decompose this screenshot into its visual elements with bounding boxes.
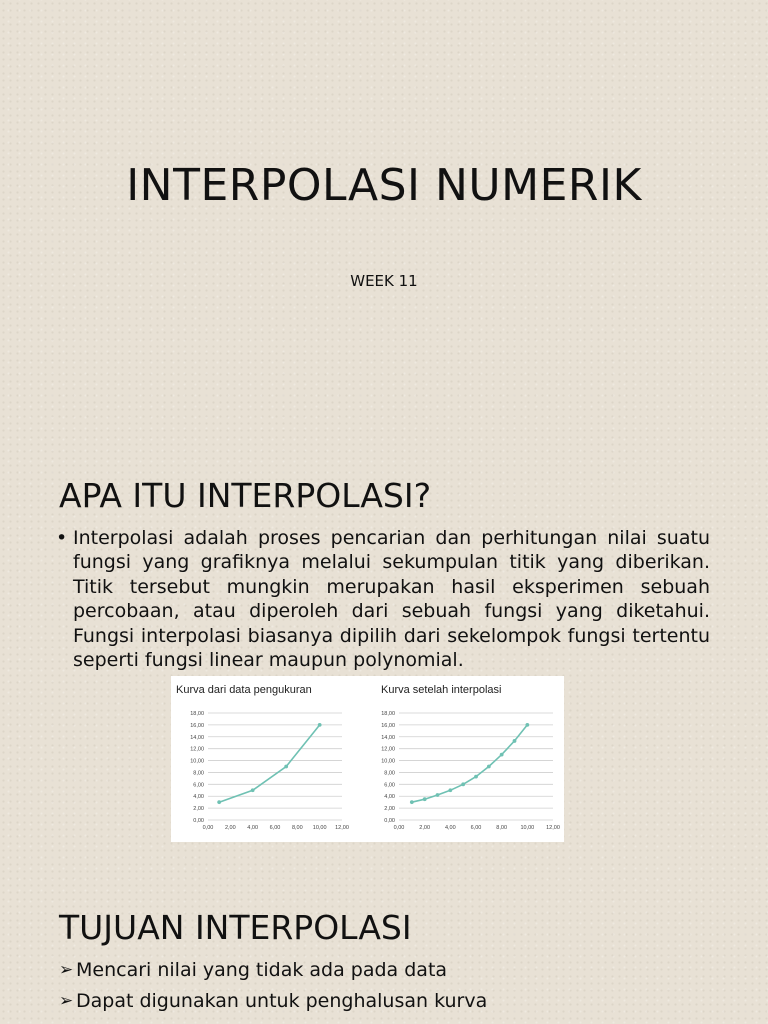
bullet-icon: •: [56, 527, 68, 549]
x-tick-label: 6,00: [470, 825, 482, 831]
data-point: [251, 788, 255, 792]
arrow-bullet-icon: ➢: [59, 960, 74, 980]
chart-1: [176, 684, 349, 831]
x-tick-label: 8,00: [496, 825, 508, 831]
y-tick-label: 2,00: [384, 806, 395, 813]
slide-subtitle: WEEK 11: [350, 272, 418, 290]
data-point: [217, 800, 221, 804]
data-point: [500, 753, 504, 757]
x-tick-label: 4,00: [247, 825, 259, 831]
y-tick-label: 10,00: [190, 758, 204, 765]
x-tick-label: 8,00: [291, 825, 303, 831]
y-tick-label: 4,00: [384, 794, 395, 801]
content-slide: [0, 430, 768, 1024]
y-tick-label: 16,00: [190, 722, 204, 729]
y-tick-label: 10,00: [381, 758, 395, 765]
data-point: [461, 782, 465, 786]
chart-title: Kurva dari data pengukuran: [176, 684, 312, 696]
list-item-text: Mencari nilai yang tidak ada pada data: [76, 959, 448, 981]
x-tick-label: 0,00: [202, 825, 214, 831]
section-heading-apa: APA ITU INTERPOLASI?: [59, 476, 432, 515]
x-tick-label: 6,00: [269, 825, 281, 831]
y-tick-label: 12,00: [381, 746, 395, 753]
y-tick-label: 14,00: [381, 734, 395, 741]
y-tick-label: 4,00: [193, 794, 204, 801]
list-item: [59, 958, 487, 989]
list-item-text: Dapat digunakan untuk penghalusan kurva: [76, 990, 488, 1012]
x-tick-label: 0,00: [393, 825, 405, 831]
x-tick-label: 2,00: [419, 825, 431, 831]
slide-title: INTERPOLASI NUMERIK: [126, 160, 642, 211]
chart-title: Kurva setelah interpolasi: [381, 684, 502, 696]
chart-2: [381, 684, 560, 831]
y-tick-label: 0,00: [384, 818, 395, 824]
y-tick-label: 12,00: [190, 746, 204, 753]
y-tick-label: 6,00: [193, 782, 204, 789]
definition-text: Interpolasi adalah proses pencarian dan perhitungan nilai suatu fungsi yang grafiknya melalui sekumpulan titik yang diberikan. Titik tersebut mungkin merupakan hasil eksperimen sebuah percobaan, atau diperoleh dari sebuah fungsi yang diketahui. Fungsi interpolasi biasanya dipilih dari sekelompok fungsi tertentu seperti fungsi linear maupun polynomial.: [73, 527, 710, 672]
section-heading-tujuan: TUJUAN INTERPOLASI: [59, 908, 412, 947]
data-point: [423, 797, 427, 801]
y-tick-label: 0,00: [193, 818, 204, 824]
data-point: [525, 723, 529, 727]
data-point: [448, 788, 452, 792]
data-point: [318, 723, 322, 727]
interpolation-figure: [171, 676, 564, 842]
y-tick-label: 16,00: [381, 722, 395, 729]
x-tick-label: 2,00: [224, 825, 236, 831]
data-point: [284, 765, 288, 769]
x-tick-label: 12,00: [546, 825, 560, 831]
data-point: [474, 775, 478, 779]
x-tick-label: 10,00: [312, 825, 327, 831]
definition-paragraph: [56, 526, 710, 672]
y-tick-label: 2,00: [193, 806, 204, 813]
arrow-bullet-icon: ➢: [59, 991, 74, 1011]
goals-list: [59, 958, 487, 1020]
y-tick-label: 18,00: [381, 711, 395, 717]
data-point: [436, 793, 440, 797]
data-point: [410, 800, 414, 804]
y-tick-label: 8,00: [384, 770, 395, 777]
x-tick-label: 12,00: [335, 825, 349, 831]
y-tick-label: 14,00: [190, 734, 204, 741]
list-item: [59, 989, 487, 1020]
charts-svg: [171, 676, 564, 842]
x-tick-label: 10,00: [520, 825, 535, 831]
data-point: [513, 739, 517, 743]
y-tick-label: 18,00: [190, 711, 204, 717]
x-tick-label: 4,00: [444, 825, 456, 831]
y-tick-label: 6,00: [384, 782, 395, 789]
data-point: [487, 765, 491, 769]
y-tick-label: 8,00: [193, 770, 204, 777]
title-slide: [0, 0, 768, 430]
